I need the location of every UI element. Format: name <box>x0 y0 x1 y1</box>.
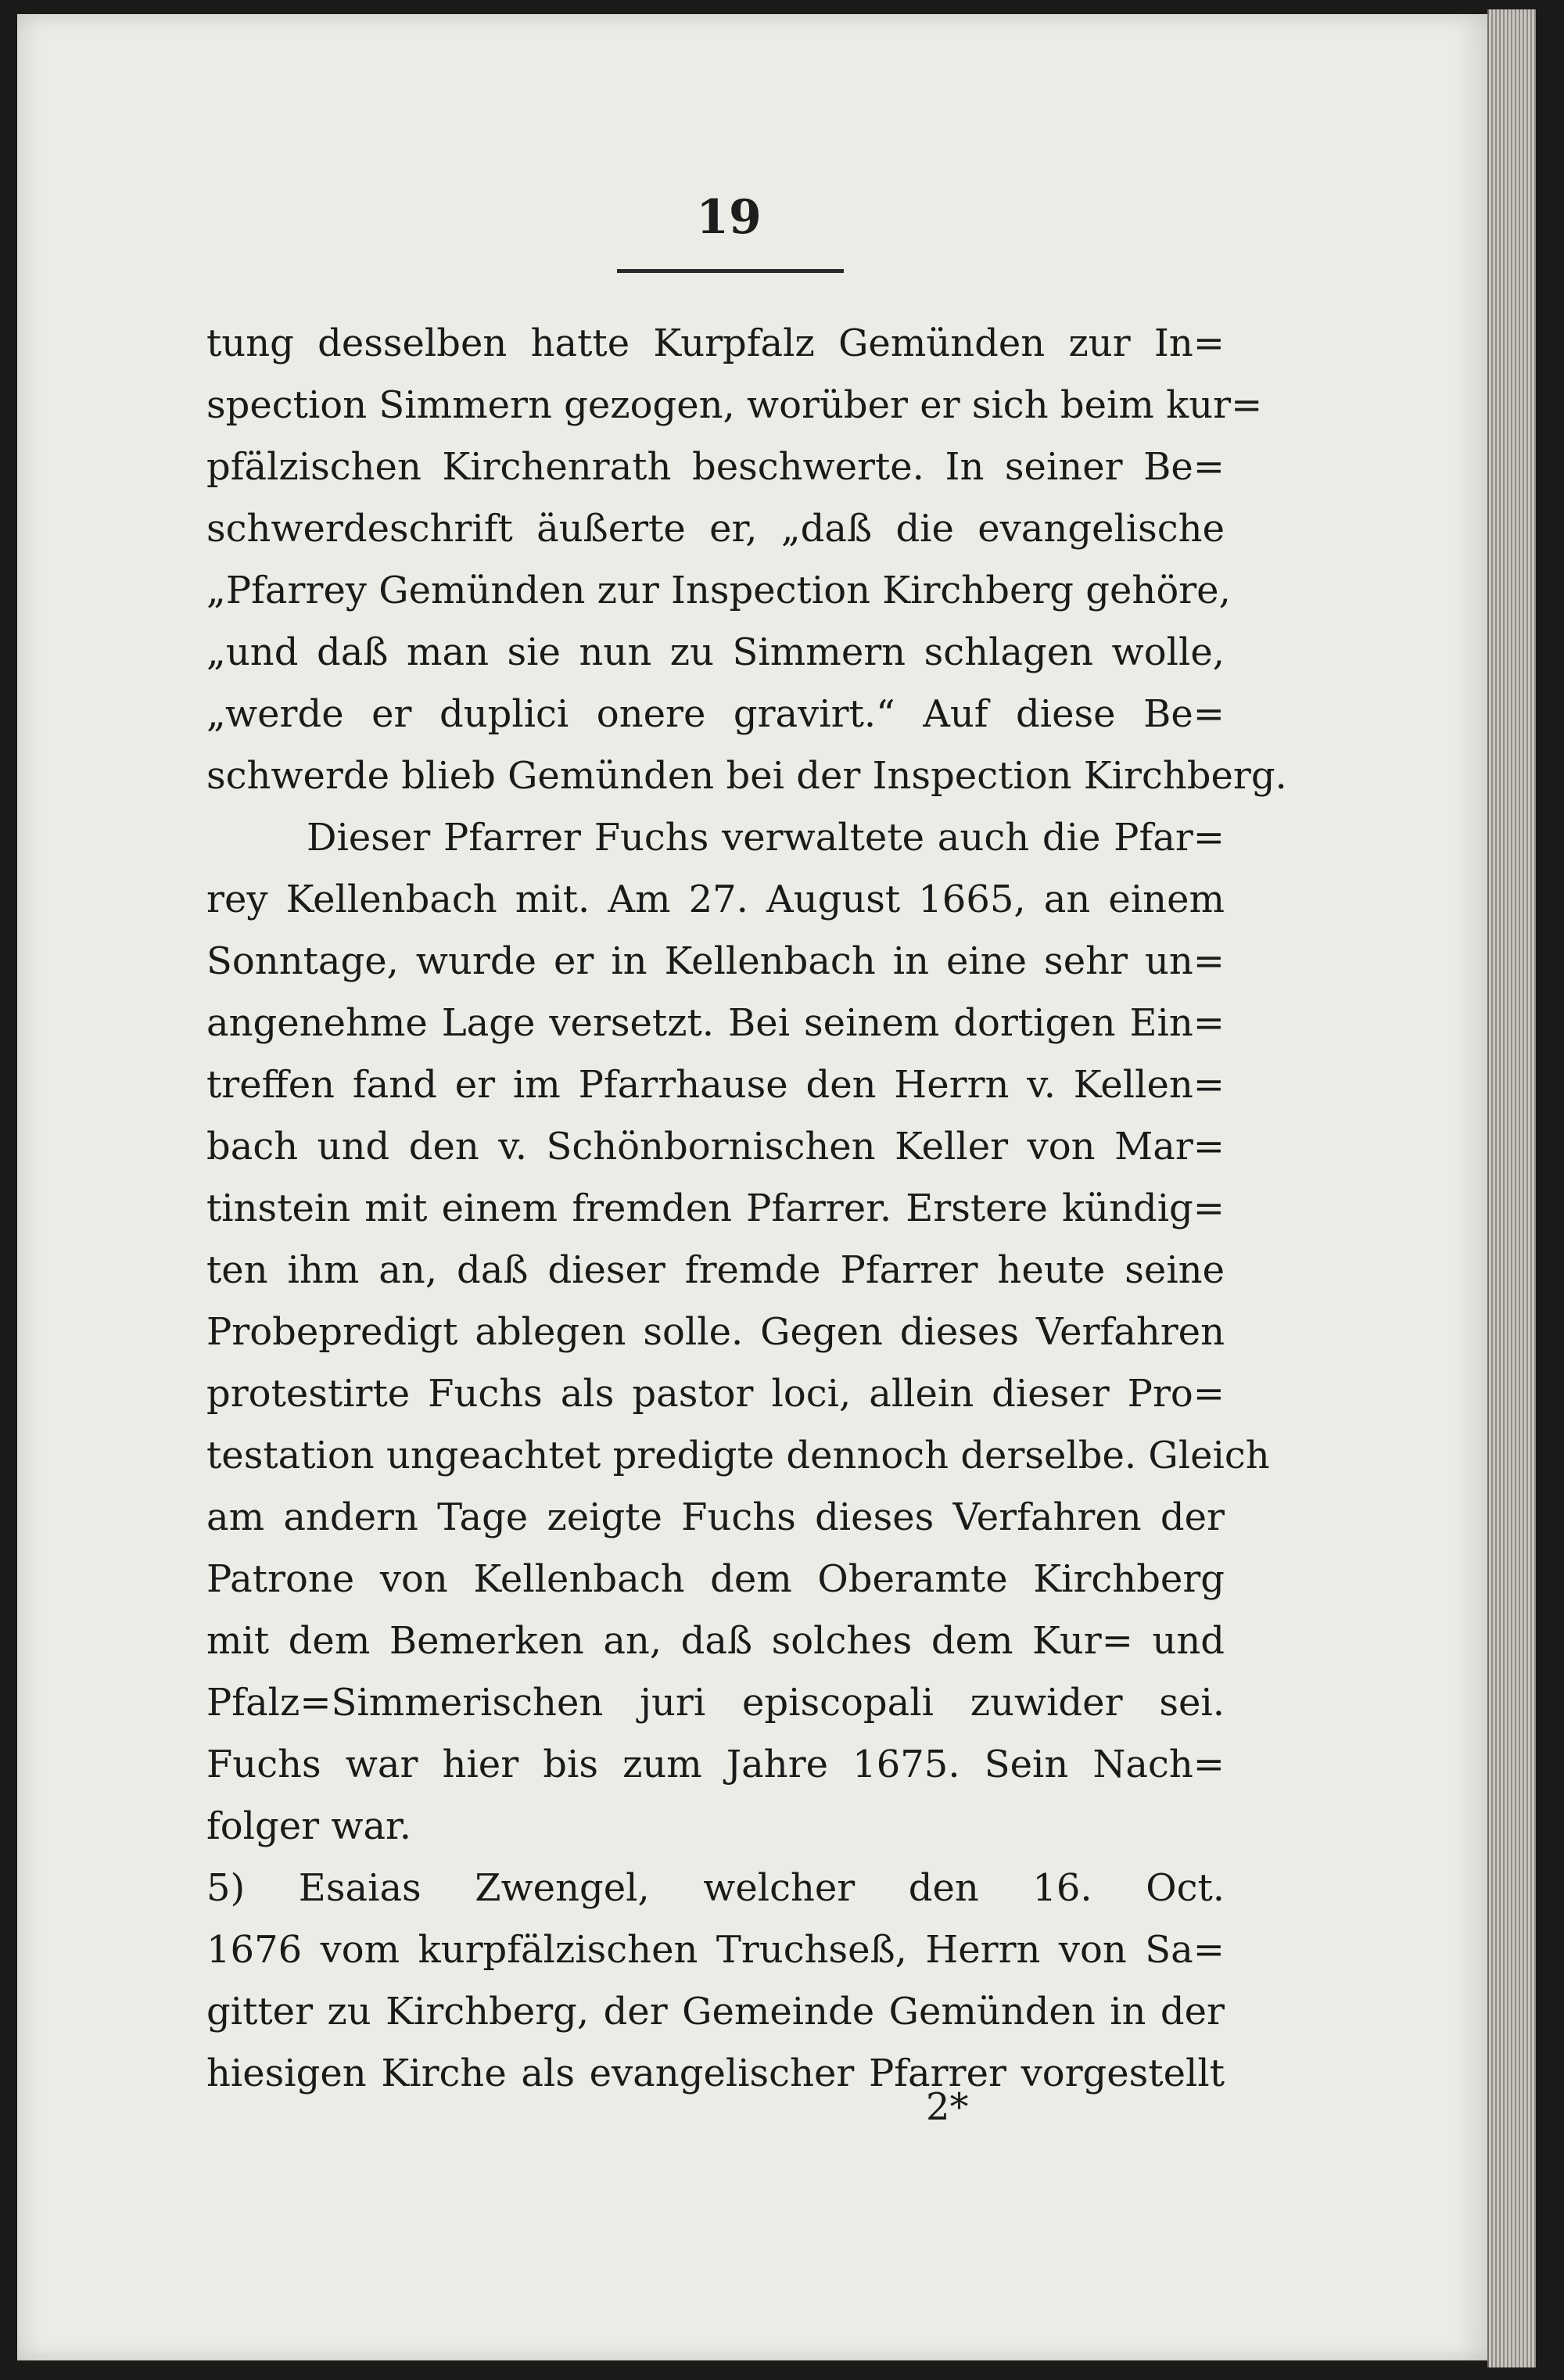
text-line: „Pfarrey Gemünden zur Inspection Kirchberg gehöre, <box>206 569 1231 612</box>
text-line: „werde er duplici onere gravirt.“ Auf diese Be= <box>206 692 1225 736</box>
text-line: tinstein mit einem fremden Pfarrer. Erstere kündig= <box>206 1186 1225 1230</box>
text-line: 5) Esaias Zwengel, welcher den 16. Oct. <box>206 1866 1225 1910</box>
text-line: Dieser Pfarrer Fuchs verwaltete auch die Pfar= <box>307 816 1225 860</box>
text-line: Fuchs war hier bis zum Jahre 1675. Sein Nach= <box>206 1743 1225 1786</box>
text-line: Pfalz=Simmerischen juri episcopali zuwider sei. <box>206 1681 1225 1725</box>
text-line: hiesigen Kirche als evangelischer Pfarrer vorgestellt <box>206 2052 1225 2095</box>
book-page <box>17 14 1487 2360</box>
text-line: schwerde blieb Gemünden bei der Inspection Kirchberg. <box>206 754 1287 798</box>
text-line: gitter zu Kirchberg, der Gemeinde Gemünden in der <box>206 1990 1225 2034</box>
text-line: protestirte Fuchs als pastor loci, allein dieser Pro= <box>206 1372 1225 1416</box>
text-line: schwerdeschrift äußerte er, „daß die evangelische <box>206 507 1225 551</box>
signature-mark: 2* <box>926 2085 969 2129</box>
page-edges <box>1487 9 1536 2367</box>
text-line: folger war. <box>206 1804 411 1848</box>
text-line: „und daß man sie nun zu Simmern schlagen wolle, <box>206 630 1225 674</box>
text-line: rey Kellenbach mit. Am 27. August 1665, an einem <box>206 878 1225 921</box>
text-line: pfälzischen Kirchenrath beschwerte. In seiner Be= <box>206 445 1225 489</box>
text-line: am andern Tage zeigte Fuchs dieses Verfahren der <box>206 1495 1225 1539</box>
text-line: Probepredigt ablegen solle. Gegen dieses Verfahren <box>206 1310 1225 1354</box>
body-text <box>206 313 1287 2105</box>
text-line: mit dem Bemerken an, daß solches dem Kur= und <box>206 1619 1225 1663</box>
header-rule <box>617 269 844 273</box>
text-line: treffen fand er im Pfarrhause den Herrn v. Kellen= <box>206 1063 1225 1107</box>
text-line: testation ungeachtet predigte dennoch derselbe. Gleich <box>206 1434 1270 1477</box>
page-number: 19 <box>696 190 762 245</box>
text-line: bach und den v. Schönbornischen Keller von Mar= <box>206 1125 1225 1168</box>
text-line: spection Simmern gezogen, worüber er sich beim kur= <box>206 383 1263 427</box>
text-line: Sonntage, wurde er in Kellenbach in eine sehr un= <box>206 939 1225 983</box>
text-line: ten ihm an, daß dieser fremde Pfarrer heute seine <box>206 1248 1225 1292</box>
text-line: 1676 vom kurpfälzischen Truchseß, Herrn von Sa= <box>206 1928 1225 1972</box>
text-line: angenehme Lage versetzt. Bei seinem dortigen Ein= <box>206 1001 1225 1045</box>
text-line: tung desselben hatte Kurpfalz Gemünden zur In= <box>206 321 1225 365</box>
text-line: Patrone von Kellenbach dem Oberamte Kirchberg <box>206 1557 1225 1601</box>
